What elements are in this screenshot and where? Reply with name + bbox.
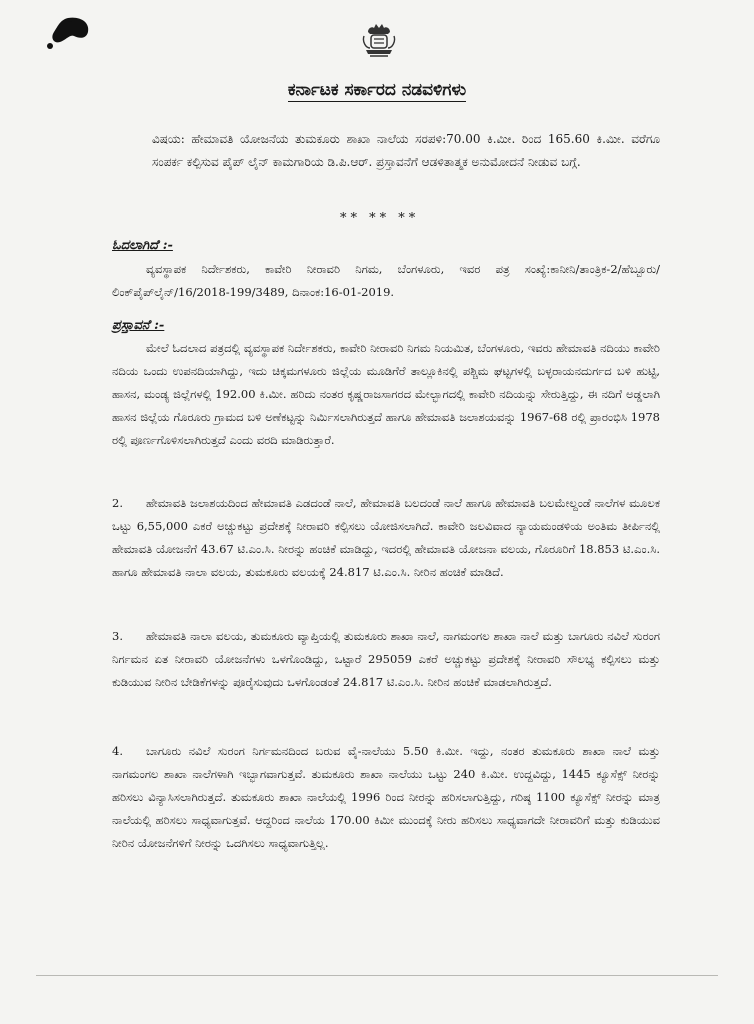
read-text: ವ್ಯವಸ್ಥಾಪಕ ನಿರ್ದೇಶಕರು, ಕಾವೇರಿ ನೀರಾವರಿ ನಿಗಮ, ಬೆಂಗಳೂರು, ಇವರ ಪತ್ರ ಸಂಖ್ಯೆ:ಕಾನೀನಿ/ತಾಂತ್ರಿಕ-2/ಹೆಬ್ಬೂರು/ಲಿಂಕ್‌ಪೈಪ್‌ಲೈನ್/16/2018-199/3489, ದಿನಾಂಕ:16-01-2019. bbox=[112, 262, 660, 299]
ink-blot-icon bbox=[40, 14, 100, 54]
read-heading: ಓದಲಾಗಿದೆ :- bbox=[112, 238, 173, 253]
paragraph-3 bbox=[112, 625, 660, 694]
paragraph-text: ಬಾಗೂರು ನವಿಲೆ ಸುರಂಗ ನಿರ್ಗಮನದಿಂದ ಬರುವ ವೈ-ನಾಲೆಯು 5.50 ಕಿ.ಮೀ. ಇದ್ದು, ನಂತರ ತುಮಕೂರು ಶಾಖಾ ನಾಲೆ ಮತ್ತು ನಾಗಮಂಗಲ ಶಾಖಾ ನಾಲೆಗಳಾಗಿ ಇಬ್ಭಾಗವಾಗುತ್ತವೆ. ತುಮಕೂರು ಶಾಖಾ ನಾಲೆಯು ಒಟ್ಟು 240 ಕಿ.ಮೀ. ಉದ್ದವಿದ್ದು, 1445 ಕ್ಯೂಸೆಕ್ಸ್ ನೀರನ್ನು ಹರಿಸಲು ವಿನ್ಯಾಸಿಸಲಾಗಿರುತ್ತದೆ. ತುಮಕೂರು ಶಾಖಾ ನಾಲೆಯಲ್ಲಿ 1996 ರಿಂದ ನೀರನ್ನು ಹರಿಸಲಾಗುತ್ತಿದ್ದು, ಗರಿಷ್ಠ 1100 ಕ್ಯೂಸೆಕ್ಸ್ ನೀರನ್ನು ಮಾತ್ರ ನಾಲೆಯಲ್ಲಿ ಹರಿಸಲು ಸಾಧ್ಯವಾಗುತ್ತವೆ. ಆದ್ದರಿಂದ ನಾಲೆಯ 170.00 ಕಿಮೀ ಮುಂದಕ್ಕೆ ನೀರು ಹರಿಸಲು ಸಾಧ್ಯವಾಗದೇ ನೀರಾವರಿಗೆ ಮತ್ತು ಕುಡಿಯುವ ನೀರಿನ ಯೋಜನೆಗಳಿಗೆ ನೀರನ್ನು ಒದಗಿಸಲು ಸಾಧ್ಯವಾಗುತ್ತಿಲ್ಲ. bbox=[112, 744, 660, 850]
preamble-heading: ಪ್ರಸ್ತಾವನೆ :- bbox=[112, 318, 165, 333]
read-reference bbox=[112, 258, 660, 304]
subject-label: ವಿಷಯ: bbox=[152, 132, 185, 146]
paragraph-4 bbox=[112, 740, 660, 855]
paragraph-1 bbox=[112, 337, 660, 452]
document-title bbox=[0, 80, 754, 100]
separator-stars: ** ** ** bbox=[340, 211, 420, 226]
paragraph-number: 3. bbox=[112, 629, 123, 643]
paragraph-number: 2. bbox=[112, 496, 123, 510]
paragraph-text: ಮೇಲೆ ಓದಲಾದ ಪತ್ರದಲ್ಲಿ ವ್ಯವಸ್ಥಾಪಕ ನಿರ್ದೇಶಕರು, ಕಾವೇರಿ ನೀರಾವರಿ ನಿಗಮ ನಿಯಮಿತ, ಬೆಂಗಳೂರು, ಇವರು ಹೇಮಾವತಿ ನದಿಯು ಕಾವೇರಿ ನದಿಯ ಒಂದು ಉಪನದಿಯಾಗಿದ್ದು, ಇದು ಚಿಕ್ಕಮಗಳೂರು ಜಿಲ್ಲೆಯ ಮೂಡಿಗೆರೆ ತಾಲ್ಲೂಕಿನಲ್ಲಿ ಪಶ್ಚಿಮ ಘಟ್ಟಗಳಲ್ಲಿ ಬಳ್ಳರಾಯನದುರ್ಗದ ಬಳಿ ಹುಟ್ಟಿ, ಹಾಸನ, ಮಂಡ್ಯ ಜಿಲ್ಲೆಗಳಲ್ಲಿ 192.00 ಕಿ.ಮೀ. ಹರಿದು ನಂತರ ಕೃಷ್ಣರಾಜಸಾಗರದ ಮೇಲ್ಭಾಗದಲ್ಲಿ ಕಾವೇರಿ ನದಿಯನ್ನು ಸೇರುತ್ತಿದ್ದು, ಈ ನದಿಗೆ ಅಡ್ಡಲಾಗಿ ಹಾಸನ ಜಿಲ್ಲೆಯ ಗೊರೂರು ಗ್ರಾಮದ ಬಳಿ ಅಣೆಕಟ್ಟನ್ನು ನಿರ್ಮಿಸಲಾಗಿರುತ್ತದೆ ಹಾಗೂ ಹೇಮಾವತಿ ಜಲಾಶಯವನ್ನು 1967-68 ರಲ್ಲಿ ಪ್ರಾರಂಭಿಸಿ 1978 ರಲ್ಲಿ ಪೂರ್ಣಗೊಳಿಸಲಾಗಿರುತ್ತದೆ ಎಂದು ವರದಿ ಮಾಡಿರುತ್ತಾರೆ. bbox=[112, 341, 660, 447]
paragraph-2 bbox=[112, 492, 660, 584]
karnataka-emblem-icon bbox=[362, 22, 396, 64]
paragraph-text: ಹೇಮಾವತಿ ನಾಲಾ ವಲಯ, ತುಮಕೂರು ವ್ಯಾಪ್ತಿಯಲ್ಲಿ ತುಮಕೂರು ಶಾಖಾ ನಾಲೆ, ನಾಗಮಂಗಲ ಶಾಖಾ ನಾಲೆ ಮತ್ತು ಬಾಗೂರು ನವಿಲೆ ಸುರಂಗ ನಿರ್ಗಮನ ಏತ ನೀರಾವರಿ ಯೋಜನೆಗಳು ಒಳಗೊಂಡಿದ್ದು, ಒಟ್ಟಾರೆ 295059 ಎಕರೆ ಅಚ್ಚುಕಟ್ಟು ಪ್ರದೇಶಕ್ಕೆ ನೀರಾವರಿ ಸೌಲಭ್ಯ ಕಲ್ಪಿಸಲು ಮತ್ತು ಕುಡಿಯುವ ನೀರಿನ ಬೇಡಿಕೆಗಳನ್ನು ಪೂರೈಸುವುದು ಒಳಗೊಂಡಂತೆ 24.817 ಟಿ.ಎಂ.ಸಿ. ನೀರಿನ ಹಂಚಿಕೆ ಮಾಡಲಾಗಿರುತ್ತದೆ. bbox=[112, 629, 660, 689]
title-text: ಕರ್ನಾಟಕ ಸರ್ಕಾರದ ನಡವಳಿಗಳು bbox=[287, 80, 467, 100]
scan-edge-divider bbox=[36, 975, 718, 976]
paragraph-text: ಹೇಮಾವತಿ ಜಲಾಶಯದಿಂದ ಹೇಮಾವತಿ ಎಡದಂಡೆ ನಾಲೆ, ಹೇಮಾವತಿ ಬಲದಂಡೆ ನಾಲೆ ಹಾಗೂ ಹೇಮಾವತಿ ಬಲಮೇಲ್ದಂಡೆ ನಾಲೆಗಳ ಮೂಲಕ ಒಟ್ಟು 6,55,000 ಎಕರೆ ಅಚ್ಚುಕಟ್ಟು ಪ್ರದೇಶಕ್ಕೆ ನೀರಾವರಿ ಕಲ್ಪಿಸಲು ಯೋಜಿಸಲಾಗಿದೆ. ಕಾವೇರಿ ಜಲವಿವಾದ ನ್ಯಾಯಮಂಡಳಿಯ ಅಂತಿಮ ತೀರ್ಪಿನಲ್ಲಿ ಹೇಮಾವತಿ ಯೋಜನೆಗೆ 43.67 ಟಿ.ಎಂ.ಸಿ. ನೀರನ್ನು ಹಂಚಿಕೆ ಮಾಡಿದ್ದು, ಇದರಲ್ಲಿ ಹೇಮಾವತಿ ಯೋಜನಾ ವಲಯ, ಗೊರೂರಿಗೆ 18.853 ಟಿ.ಎಂ.ಸಿ. ಹಾಗೂ ಹೇಮಾವತಿ ನಾಲಾ ವಲಯ, ತುಮಕೂರು ವಲಯಕ್ಕೆ 24.817 ಟಿ.ಎಂ.ಸಿ. ನೀರಿನ ಹಂಚಿಕೆ ಮಾಡಿದೆ. bbox=[112, 496, 660, 579]
paragraph-number: 4. bbox=[112, 744, 123, 758]
subject-text: ಹೇಮಾವತಿ ಯೋಜನೆಯ ತುಮಕೂರು ಶಾಖಾ ನಾಲೆಯ ಸರಪಳಿ:70.00 ಕಿ.ಮೀ. ರಿಂದ 165.60 ಕಿ.ಮೀ. ವರೆಗೂ ಸಂಪರ್ಕ ಕಲ್ಪಿಸುವ ಪೈಪ್ ಲೈನ್ ಕಾಮಗಾರಿಯ ಡಿ.ಪಿ.ಆರ್. ಪ್ರಸ್ತಾವನೆಗೆ ಆಡಳಿತಾತ್ಮಕ ಅನುಮೋದನೆ ನೀಡುವ ಬಗ್ಗೆ. bbox=[152, 132, 660, 169]
subject-block bbox=[152, 128, 660, 174]
